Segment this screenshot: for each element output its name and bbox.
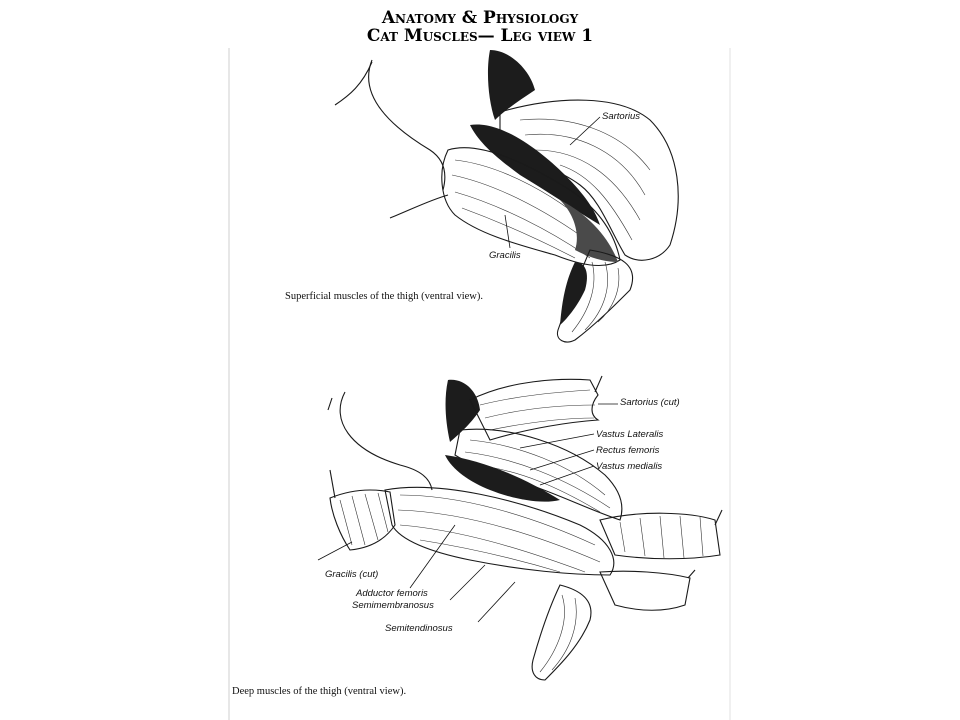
label-gracilis: Gracilis — [489, 250, 521, 261]
pin-tendon — [715, 510, 722, 525]
hip-shadow-deep — [446, 380, 480, 442]
pin-gracilis — [330, 470, 335, 498]
gracilis-cut-hatching — [340, 493, 388, 545]
semitendinosus-leader — [478, 582, 515, 622]
body-outline — [369, 60, 445, 190]
body-outline-tick — [328, 398, 332, 410]
knee-tendon-hatching — [620, 516, 703, 558]
label-sartorius-cut: Sartorius (cut) — [620, 397, 680, 408]
lower-tendon-cut — [600, 571, 690, 610]
label-semitendinosus: Semitendinosus — [385, 623, 453, 634]
lower-leg-deep-hatching — [540, 595, 576, 672]
title-line-1: Anatomy & Physiology — [381, 8, 579, 28]
label-adductor-femoris: Adductor femoris — [356, 588, 428, 599]
lower-leg-shadow — [560, 262, 587, 325]
sartorius-cut-hatching — [480, 390, 595, 430]
label-sartorius: Sartorius — [602, 111, 641, 122]
label-rectus-femoris: Rectus femoris — [596, 445, 660, 456]
vastus-medialis-leader — [540, 466, 594, 485]
label-semimembranosus: Semimembranosus — [352, 600, 434, 611]
title-line-2: Cat Muscles— Leg view 1 — [366, 26, 594, 46]
label-vastus-lateralis: Vastus Lateralis — [596, 429, 664, 440]
caption-superficial: Superficial muscles of the thigh (ventral view). — [285, 291, 483, 302]
adductor-hatching — [398, 495, 600, 572]
gracilis-cut-muscle — [330, 490, 395, 550]
knee-tendon-cut — [600, 513, 720, 559]
deep-groove-shadow — [445, 455, 560, 502]
label-vastus-medialis: Vastus medialis — [596, 461, 663, 472]
adductor-femoris-leader — [410, 525, 455, 588]
sartorius-leader — [570, 117, 600, 145]
body-outline-deep — [340, 392, 432, 490]
gracilis-cut-leader — [318, 542, 352, 560]
sartorius-cut-muscle — [470, 379, 598, 440]
groove-shadow — [470, 124, 600, 225]
label-gracilis-cut: Gracilis (cut) — [325, 569, 379, 580]
semimembranosus-leader — [450, 565, 485, 600]
pin-lower — [688, 570, 695, 578]
deep-thigh-drawing — [328, 376, 722, 680]
gracilis-leader — [505, 215, 510, 248]
body-outline-2 — [335, 62, 372, 105]
pin-sartorius — [595, 376, 602, 392]
caption-deep: Deep muscles of the thigh (ventral view). — [232, 686, 407, 697]
thigh-edge-line — [390, 195, 448, 218]
